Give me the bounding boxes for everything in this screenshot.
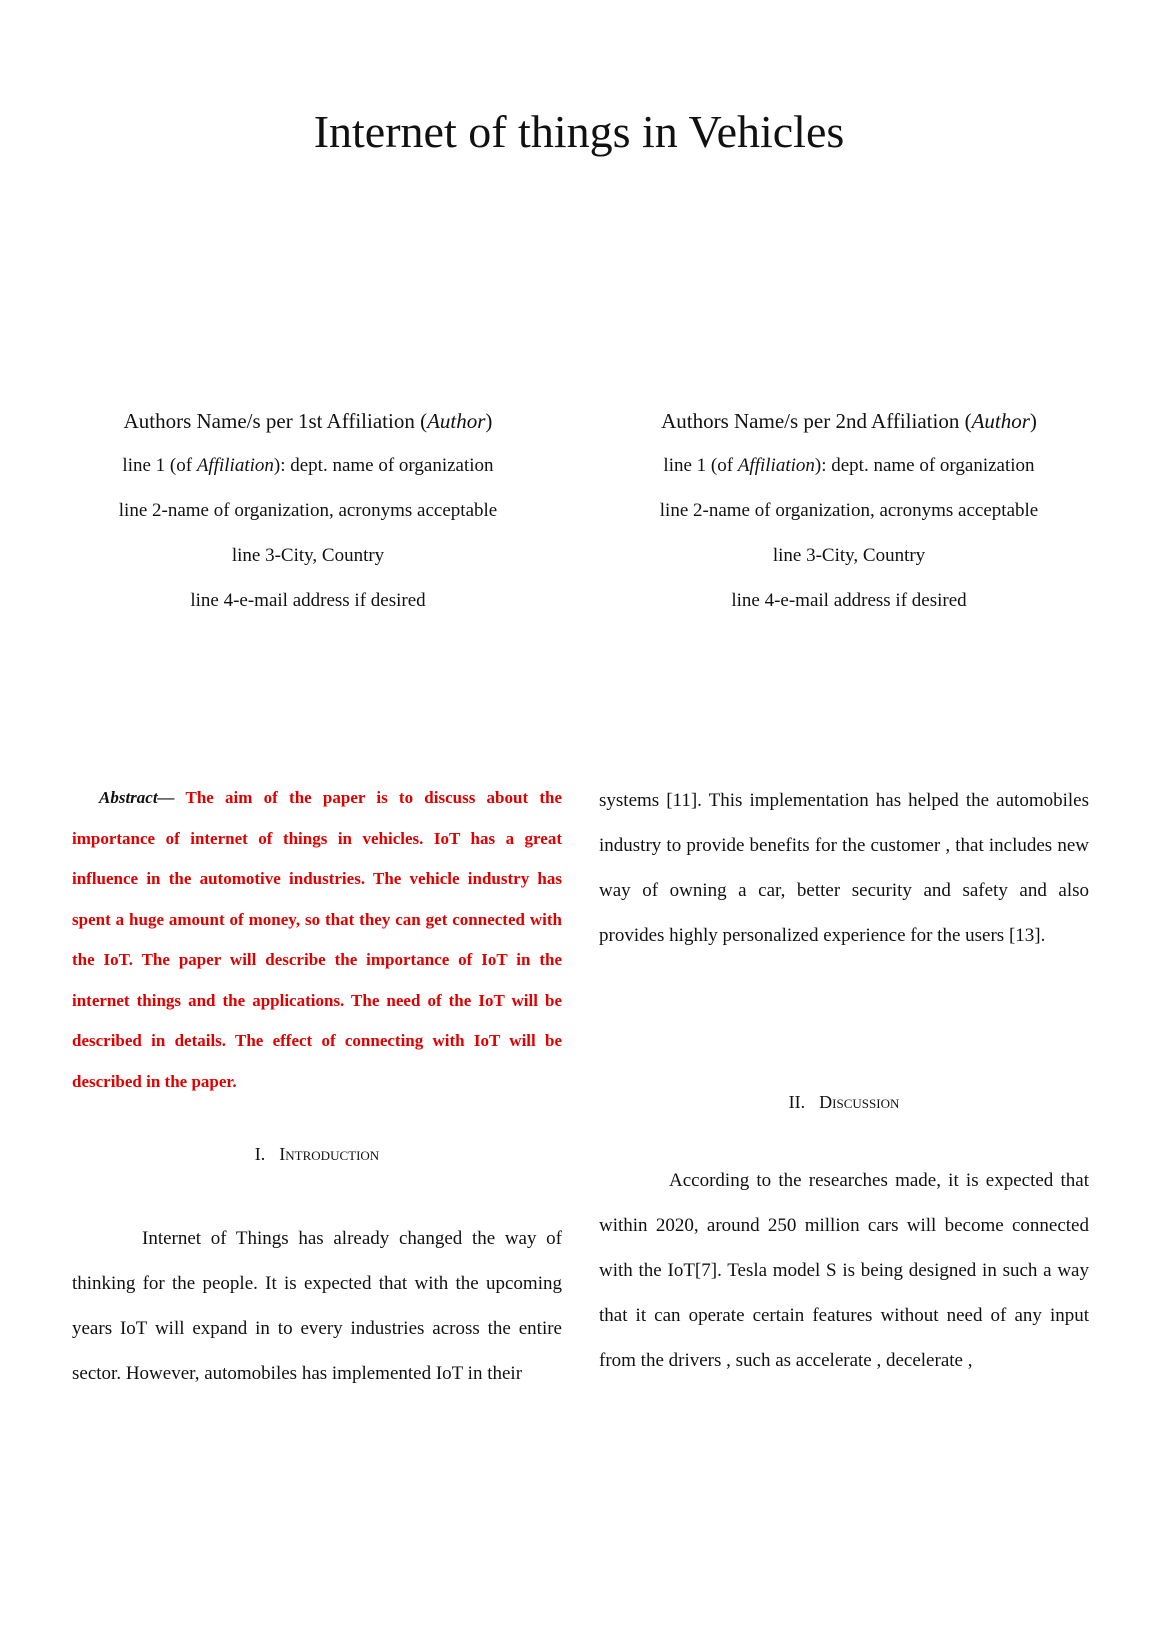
section-heading-introduction: I. Introduction [254,1144,380,1164]
abstract-text: The aim of the paper is to discuss about the importance of internet of things in vehicles. IoT has a great influence in the automotive industries. The vehicle industry has spent a huge amount of money, so that they can get connected with the IoT. The paper will describe the importance of IoT in the internet things and the applications. The need of the IoT will be described in details. The effect of connecting with IoT will be described in the paper. [72,788,562,1091]
paper-title: Internet of things in Vehicles [313,106,845,157]
abstract [72,778,562,1102]
affiliation-line-3: line 3-City, Country [231,545,385,566]
affiliation-line-2: line 2-name of organization, acronyms acceptable [659,500,1039,521]
discussion-paragraph: According to the researches made, it is expected that within 2020, around 250 million cars will become connected with the IoT[7]. Tesla model S is being designed in such a way that it can operate certain features without need of any input from the drivers , such as accelerate , decelerate , [599,1170,1089,1371]
affiliation-line-1: line 1 (of Affiliation): dept. name of organization [122,455,494,476]
affiliation-line-2: line 2-name of organization, acronyms acceptable [118,500,498,521]
author-name: Authors Name/s per 1st Affiliation (Author) [123,409,493,433]
affiliation-1 [68,408,548,634]
introduction-paragraph: Internet of Things has already changed the way of thinking for the people. It is expected that with the upcoming years IoT will expand in to every industries across the entire sector. However, automobiles has implemented IoT in their [72,1228,562,1384]
affiliation-line-1: line 1 (of Affiliation): dept. name of organization [663,455,1035,476]
left-column [72,778,562,1396]
introduction-continuation: systems [11]. This implementation has helped the automobiles industry to provide benefits for the customer , that includes new way of owning a car, better security and safety and also provides highly personalized experience for the users [13]. [599,790,1089,946]
section-heading-discussion: II. Discussion [788,1092,900,1112]
affiliation-2 [609,408,1089,634]
affiliation-line-4: line 4-e-mail address if desired [731,590,967,611]
abstract-label: Abstract— [99,788,175,807]
author-name: Authors Name/s per 2nd Affiliation (Author) [661,409,1037,433]
affiliation-line-3: line 3-City, Country [772,545,926,566]
right-column [599,778,1089,1383]
affiliation-line-4: line 4-e-mail address if desired [190,590,426,611]
